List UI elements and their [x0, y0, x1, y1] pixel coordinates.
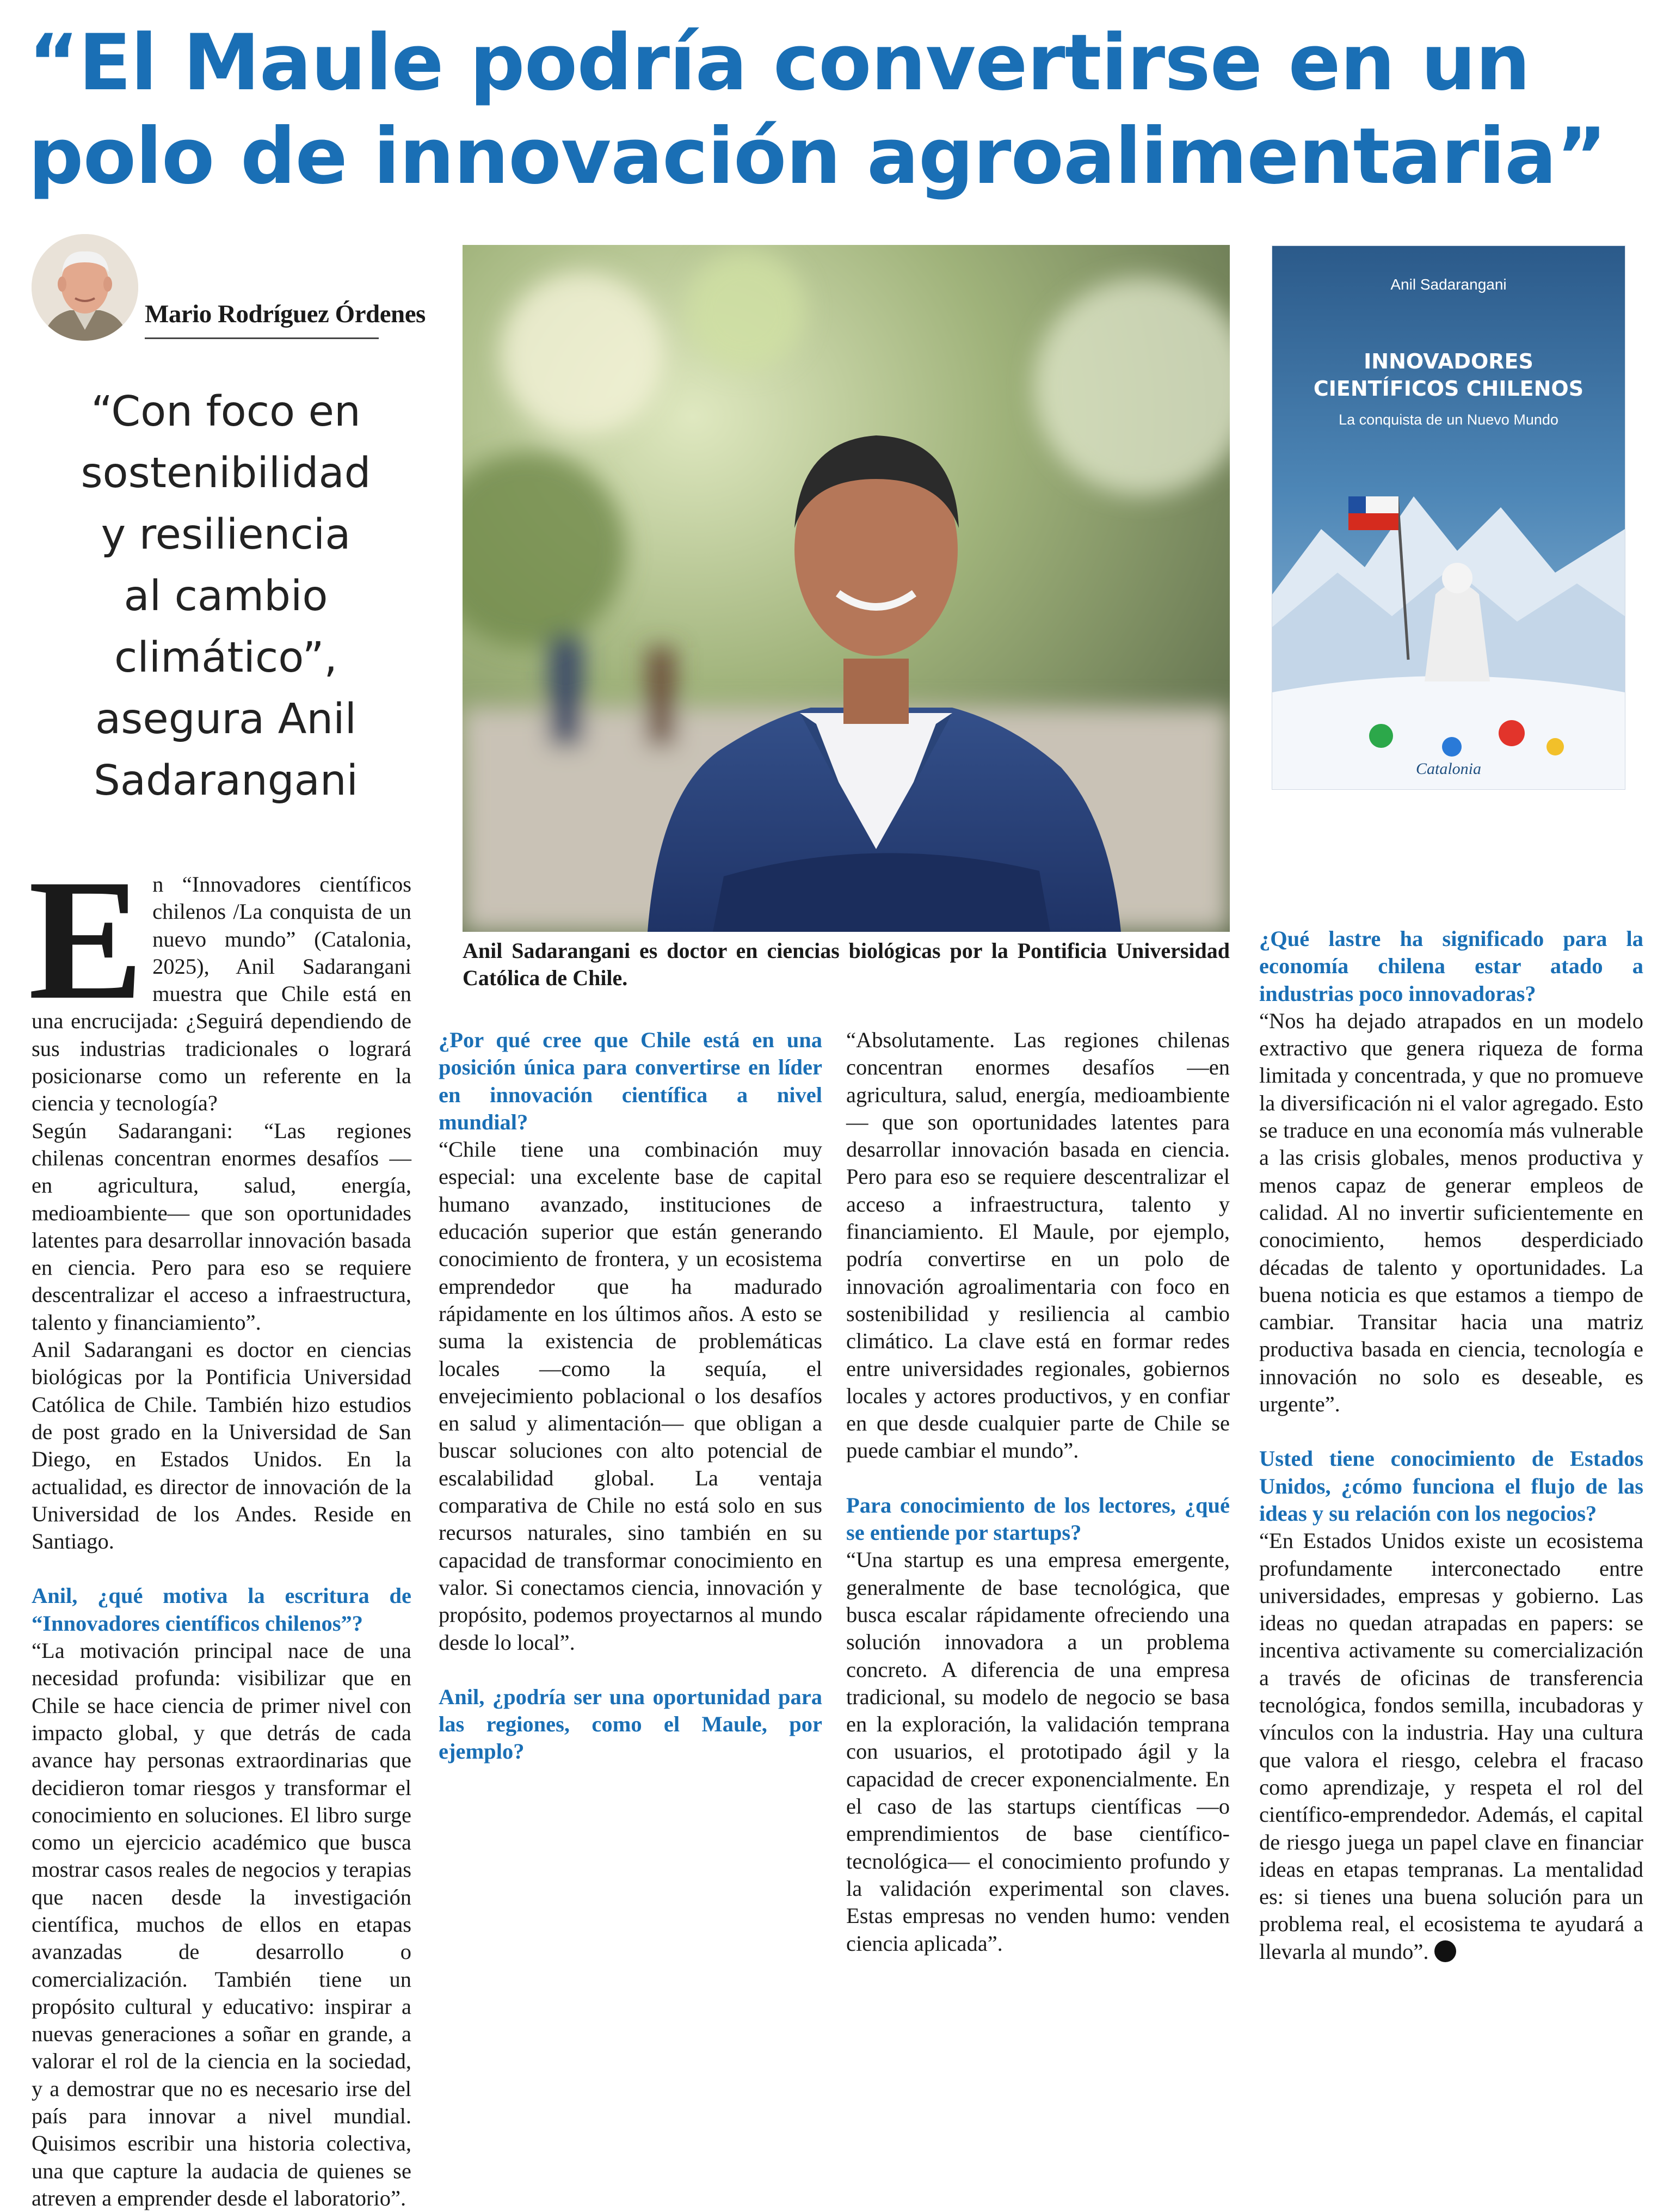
end-of-article-icon: [1434, 1940, 1456, 1962]
interview-answer: “Chile tiene una combinación muy especial: una excelente base de capital humano avanzado, instituciones de educación superior que están generando conocimiento de frontera, y un ecosistema emprendedor que ha madurado rápidamente en los últimos años. A esto se suma la existencia de problemáticas locales —como la sequía, el envejecimiento poblacional o los desafíos en salud y alimentación— que obligan a buscar soluciones con alto potencial de escalabilidad global. La ventaja comparativa de Chile no está solo en sus recursos naturales, sino también en su capacidad de transformar conocimiento en valor. Si conectamos ciencia, innovación y propósito, podemos proyectarnos al mundo desde lo local”.: [439, 1137, 822, 1655]
interview-answer: “Una startup es una empresa emergente, generalmente de base tecnológica, que busca escalar rápidamente ofreciendo una solución innovadora a un problema concreto. A diferencia de una empresa tradicional, su modelo de negocio se basa en la exploración, la validación temprana con usuarios, el prototipado ágil y la capacidad de crecer exponencialmente. En el caso de las startups científicas —o emprendimientos de base científico-tecnológica— el conocimiento profundo y la validación experimental son claves. Estas empresas no venden humo: venden ciencia aplicada”.: [846, 1547, 1230, 1956]
author-avatar: [32, 234, 138, 341]
pull-quote-line: al cambio: [124, 572, 328, 620]
headline: [28, 16, 1650, 204]
interview-question: Usted tiene conocimiento de Estados Unidos, ¿cómo funciona el flujo de las ideas y su relación con los negocios?: [1259, 1446, 1643, 1526]
pull-quote-line: sostenibilidad: [81, 449, 371, 497]
interview-answer-text: “En Estados Unidos existe un ecosistema profundamente interconectado entre universidades, empresas y gobierno. Las ideas no quedan atrapadas en papers: se incentiva activamente su comercialización a través de oficinas de transferencia tecnológica, fondos semilla, incubadoras y vínculos con la industria. Hay una cultura que valora el riesgo, celebra el fracaso como aprendizaje, y respeta el rol del científico-emprendedor. Además, el capital de riesgo juega un papel clave en financiar ideas en etapas tempranas. La mentalidad es: si tienes una buena solución para un problema real, el ecosistema te ayudará a llevarla al mundo”.: [1259, 1528, 1643, 1964]
author-name: Mario Rodríguez Órdenes: [145, 300, 426, 328]
interview-answer: “La motivación principal nace de una necesidad profunda: visibilizar que en Chile se hace ciencia de primer nivel con impacto global, y que detrás de cada avance hay personas extraordinarias que decidieron tomar riesgos y transformar el conocimiento en soluciones. El libro surge como un ejercicio académico que busca mostrar casos reales de negocios y terapias que nacen desde la investigación científica, muchos de ellos en etapas avanzadas de desarrollo o comercialización. También tiene un propósito cultural y educativo: inspirar a nuevas generaciones a soñar en grande, a valorar el rol de la ciencia en la sociedad, y a demostrar que no es necesario irse del país para innovar a nivel mundial. Quisimos escribir una historia colectiva, una que capture la audacia de quienes se atreven a emprender desde el laboratorio”.: [32, 1638, 411, 2210]
drop-cap: E: [28, 844, 144, 1035]
book-publisher: Catalonia: [1415, 760, 1482, 778]
interview-answer: [1259, 1527, 1643, 1965]
article-paragraph: Anil Sadarangani es doctor en ciencias biológicas por la Pontificia Universidad Católica de Chile. También hizo estudios de post grado en la Universidad de San Diego, en Estados Unidos. En la actualidad, es director de innovación de la Universidad de los Andes. Reside en Santiago.: [32, 1337, 411, 1554]
byline-underline: [145, 337, 379, 339]
pull-quote-line: asegura Anil: [95, 695, 356, 744]
pull-quote-line: Sadarangani: [93, 757, 359, 805]
pull-quote-line: climático”,: [114, 634, 337, 682]
interview-question: ¿Qué lastre ha significado para la economía chilena estar atado a industrias poco innovadoras?: [1259, 926, 1643, 1006]
interview-question: Anil, ¿qué motiva la escritura de “Innovadores científicos chilenos”?: [32, 1583, 411, 1636]
book-title-line-2: CIENTÍFICOS CHILENOS: [1313, 377, 1584, 401]
article-intro: [28, 844, 411, 1117]
book-author: Anil Sadarangani: [1390, 276, 1507, 293]
article-column-3: [846, 1027, 1230, 1957]
book-title-line-1: INNOVADORES: [1364, 349, 1533, 373]
article-paragraph: n “Innovadores científicos chilenos /La conquista de un nuevo mundo” (Catalonia, 2025), Anil Sadarangani muestra que Chile está en una encrucijada: ¿Seguirá dependiendo de sus industrias tradicionales o logrará posicionarse como un referente en la ciencia y tecnología?: [32, 872, 411, 1116]
interview-answer: “Absolutamente. Las regiones chilenas concentran enormes desafíos —en agricultura, salud, energía, medioambiente— que son oportunidades latentes para desarrollar innovación basada en ciencia. Pero para eso se requiere descentralizar el acceso a infraestructura, talento y financiamiento. El Maule, por ejemplo, podría convertirse en un polo de innovación agroalimentaria con foco en sostenibilidad y resiliencia al cambio climático. La clave está en formar redes entre universidades regionales, gobiernos locales y actores productivos, y en confiar en que desde cualquier parte de Chile se puede cambiar el mundo”.: [846, 1028, 1230, 1463]
author-byline: [32, 234, 456, 348]
pull-quote: [49, 381, 403, 812]
book-cover: [1272, 246, 1625, 789]
interview-question: Para conocimiento de los lectores, ¿qué se entiende por startups?: [846, 1492, 1230, 1545]
portrait-photo: [463, 245, 1230, 932]
article-paragraph: Según Sadarangani: “Las regiones chilenas concentran enormes desafíos —en agricultura, salud, energía, medioambiente— que son oportunidades latentes para desarrollar innovación basada en ciencia. Pero para eso se requiere descentralizar el acceso a infraestructura, talento y financiamiento”.: [32, 1118, 411, 1335]
book-subtitle: La conquista de un Nuevo Mundo: [1339, 411, 1558, 428]
article-column-2: [439, 1027, 822, 1766]
interview-question: Anil, ¿podría ser una oportunidad para las regiones, como el Maule, por ejemplo?: [439, 1684, 822, 1764]
headline-line-2: polo de innovación agroalimentaria”: [28, 112, 1607, 201]
pull-quote-line: “Con foco en: [91, 388, 361, 436]
interview-question: ¿Por qué cree que Chile está en una posición única para convertirse en líder en innovación científica a nivel mundial?: [439, 1028, 822, 1134]
interview-answer: “Nos ha dejado atrapados en un modelo extractivo que genera riqueza de forma limitada y concentrada, y que no promueve la diversificación ni el valor agregado. Esto se traduce en una economía más vulnerable a las crisis globales, menos productiva y menos capaz de generar empleos de calidad. Al no invertir suficientemente en conocimiento, hemos desperdiciado décadas de talento y oportunidades. La buena noticia es que estamos a tiempo de cambiar. Transitar hacia una matriz productiva basada en ciencia, tecnología e innovación no solo es deseable, es urgente”.: [1259, 1008, 1643, 1417]
photo-caption: Anil Sadarangani es doctor en ciencias biológicas por la Pontificia Universidad Católica de Chile.: [463, 938, 1230, 990]
pull-quote-line: y resiliencia: [101, 511, 351, 559]
headline-line-1: “El Maule podría convertirse en un: [28, 18, 1530, 108]
article-column-4: [1259, 925, 1643, 1965]
article-column-1: [28, 844, 411, 2212]
